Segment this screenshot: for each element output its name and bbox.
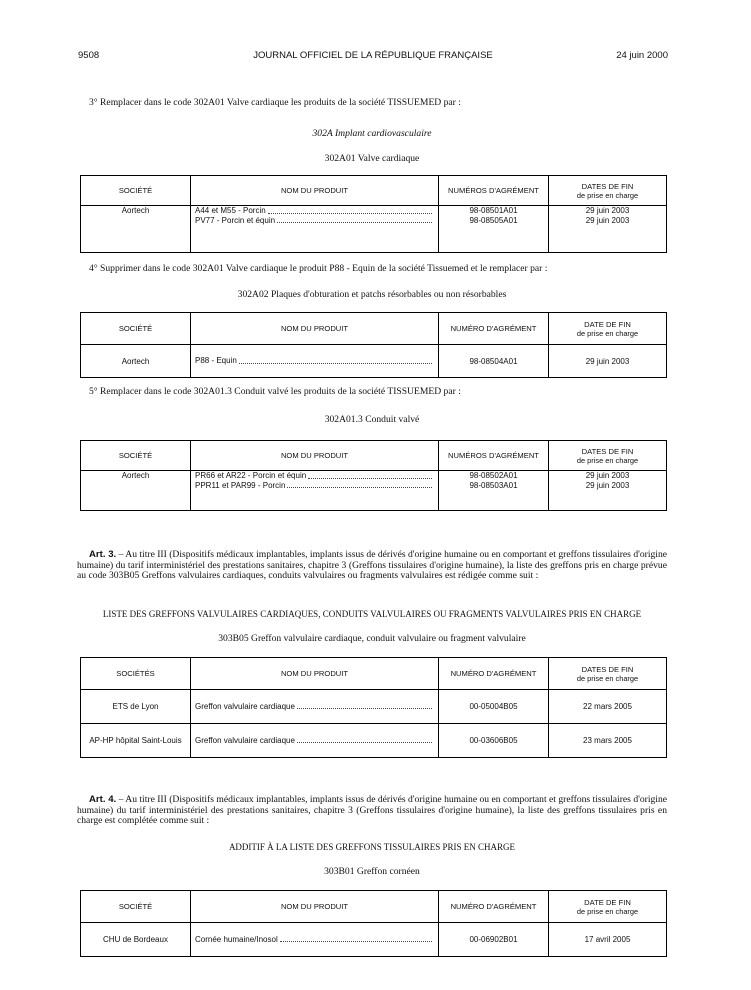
societe-cell: Aortech [81,471,191,511]
col-header-dates-fin: DATES DE FIN de prise en charge [549,176,667,206]
col-header-societes: SOCIÉTÉS [81,658,191,690]
societe-cell: ETS de Lyon [81,690,191,724]
page-header [78,50,668,64]
col-header-societe: SOCIÉTÉ [81,313,191,345]
product-cell: PR66 et AR22 - Porcin et équin PPR11 et PAR99 - Porcin [191,471,439,511]
table-303b05 [80,657,667,758]
col-header-nom-produit: NOM DU PRODUIT [191,891,439,923]
col-header-nom-produit: NOM DU PRODUIT [191,313,439,345]
product-cell: Cornée humaine/Inosol [191,923,439,957]
col-header-numeros-agrement: NUMÉROS D'AGRÉMENT [439,176,549,206]
heading-additif: ADDITIF À LA LISTE DES GREFFONS TISSULAIRES PRIS EN CHARGE [228,842,516,852]
col-header-numero-agrement: NUMÉRO D'AGRÉMENT [439,891,549,923]
col-header-date-fin: DATE DE FIN de prise en charge [549,891,667,923]
col-header-date-fin: DATE DE FIN de prise en charge [549,313,667,345]
heading-302a02: 302A02 Plaques d'obturation et patchs résorbables ou non résorbables [237,289,507,300]
journal-title: JOURNAL OFFICIEL DE LA RÉPUBLIQUE FRANÇAISE [253,50,493,61]
date-cell: 22 mars 2005 [549,690,667,724]
agrement-cell: 00-05004B05 [439,690,549,724]
agrement-cell: 98-08504A01 [439,345,549,378]
paragraph-5: 5° Remplacer dans le code 302A01.3 Conduit valvé les produits de la société TISSUEMED par : [89,386,461,397]
col-header-nom-produit: NOM DU PRODUIT [191,658,439,690]
heading-liste-greffons: LISTE DES GREFFONS VALVULAIRES CARDIAQUES, CONDUITS VALVULAIRES OU FRAGMENTS VALVULAIRES PRIS EN CHARGE [102,609,642,619]
agrement-cell: 98-08501A01 98-08505A01 [439,206,549,253]
societe-cell: Aortech [81,206,191,253]
col-header-dates-fin: DATES DE FIN de prise en charge [549,658,667,690]
col-header-dates-fin: DATES DE FIN de prise en charge [549,441,667,471]
table-row [81,724,667,758]
agrement-cell: 00-06902B01 [439,923,549,957]
col-header-nom-produit: NOM DU PRODUIT [191,441,439,471]
table-302a013 [80,440,667,511]
table-302a02 [80,312,667,378]
agrement-cell: 00-03606B05 [439,724,549,758]
societe-cell: CHU de Bordeaux [81,923,191,957]
col-header-numero-agrement: NUMÉRO D'AGRÉMENT [439,658,549,690]
article-3-text: – Au titre III (Dispositifs médicaux implantables, implants issus de dérivés d'origine humaine ou en comportant et greffons tissulaires d'origine humaine) du tarif interministériel des prestations sanitaires, chapitre 3 (Greffons tissulaires d'origine humaine), la liste des greffons pris en charge prévue au code 303B05 Greffons valvulaires cardiaques, conduits valvulaires ou fragments valvulaires est rédigée comme suit : [77,549,668,581]
table-row [81,690,667,724]
product-cell: P88 - Equin [191,345,439,378]
col-header-numero-agrement: NUMÉRO D'AGRÉMENT [439,313,549,345]
date-cell: 17 avril 2005 [549,923,667,957]
article-4 [77,795,667,827]
article-3-label: Art. 3. [89,549,117,560]
societe-cell: Aortech [81,345,191,378]
table-row [81,471,667,511]
table-row [81,206,667,253]
societe-cell: AP-HP hôpital Saint-Louis [81,724,191,758]
article-4-text: – Au titre III (Dispositifs médicaux implantables, implants issus de dérivés d'origine humaine ou en comportant et greffons tissulaires d'origine humaine) du tarif interministériel des prestations sanitaires, chapitre 3 (Greffons tissulaires d'origine humaine), la liste des greffons tissulaires pris en charge est complétée comme suit : [77,794,668,826]
date-cell: 23 mars 2005 [549,724,667,758]
paragraph-4: 4° Supprimer dans le code 302A01 Valve cardiaque le produit P88 - Equin de la société Tissuemed et le remplacer par : [89,263,548,274]
table-303b01 [80,890,667,957]
agrement-cell: 98-08502A01 98-08503A01 [439,471,549,511]
col-header-numeros-agrement: NUMÉROS D'AGRÉMENT [439,441,549,471]
article-4-label: Art. 4. [89,794,117,805]
col-header-societe: SOCIÉTÉ [81,441,191,471]
date-cell: 29 juin 2003 29 juin 2003 [549,471,667,511]
date-cell: 29 juin 2003 [549,345,667,378]
heading-303b05: 303B05 Greffon valvulaire cardiaque, conduit valvulaire ou fragment valvulaire [218,633,526,644]
col-header-societe: SOCIÉTÉ [81,176,191,206]
product-cell: Greffon valvulaire cardiaque [191,690,439,724]
paragraph-3: 3° Remplacer dans le code 302A01 Valve cardiaque les produits de la société TISSUEMED par : [89,97,461,108]
product-cell: A44 et M55 - Porcin PV77 - Porcin et équin [191,206,439,253]
col-header-societe: SOCIÉTÉ [81,891,191,923]
article-3 [77,550,667,582]
col-header-nom-produit: NOM DU PRODUIT [191,176,439,206]
table-302a01 [80,175,667,253]
heading-302a013: 302A01.3 Conduit valvé [324,414,420,425]
date-cell: 29 juin 2003 29 juin 2003 [549,206,667,253]
product-cell: Greffon valvulaire cardiaque [191,724,439,758]
table-row [81,923,667,957]
heading-302a01: 302A01 Valve cardiaque [324,153,420,164]
heading-302a: 302A Implant cardiovasculaire [312,128,432,139]
heading-303b01: 303B01 Greffon cornéen [324,866,420,877]
page-number: 9508 [78,50,100,61]
table-row [81,345,667,378]
issue-date: 24 juin 2000 [616,50,668,61]
